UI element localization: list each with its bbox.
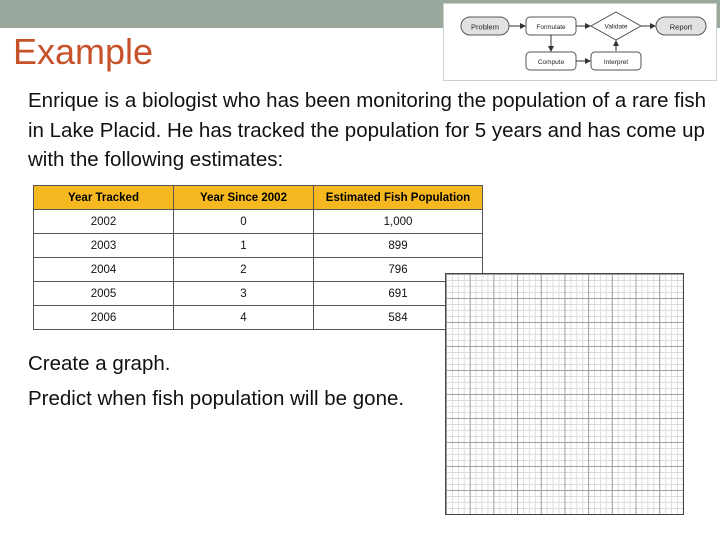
table-row — [34, 234, 483, 258]
node-compute-label: Compute — [537, 59, 565, 66]
node-problem-label: Problem — [471, 22, 499, 32]
cell-population: 584 — [314, 306, 483, 330]
node-interpret-label: Interpret — [603, 59, 629, 66]
cell-years-since: 0 — [174, 210, 314, 234]
node-formulate-label: Formulate — [536, 24, 566, 31]
header-year-since-2002: Year Since 2002 — [174, 186, 314, 210]
cell-population: 691 — [314, 282, 483, 306]
cell-year: 2005 — [34, 282, 174, 306]
cell-years-since: 4 — [174, 306, 314, 330]
table-row — [34, 282, 483, 306]
cell-years-since: 1 — [174, 234, 314, 258]
cell-population: 796 — [314, 258, 483, 282]
table-header-row — [34, 186, 483, 210]
graph-paper-grid — [445, 273, 684, 515]
header-year-tracked: Year Tracked — [34, 186, 174, 210]
header-estimated-population: Estimated Fish Population — [314, 186, 483, 210]
table-row — [34, 210, 483, 234]
table-row — [34, 258, 483, 282]
cell-year: 2006 — [34, 306, 174, 330]
table-row — [34, 306, 483, 330]
cell-years-since: 3 — [174, 282, 314, 306]
cell-year: 2004 — [34, 258, 174, 282]
slide-title: Example — [13, 31, 154, 72]
node-report-label: Report — [669, 22, 693, 32]
cell-population: 1,000 — [314, 210, 483, 234]
problem-paragraph: Enrique is a biologist who has been monitoring the population of a rare fish in Lake Placid. He has tracked the population for 5 years and has come up with the following estimates: — [28, 89, 707, 171]
question-predict: Predict when fish population will be gone. — [28, 387, 405, 410]
cell-population: 899 — [314, 234, 483, 258]
node-validate-label: Validate — [604, 23, 628, 31]
question-create-graph: Create a graph. — [28, 352, 171, 375]
cell-years-since: 2 — [174, 258, 314, 282]
fish-population-table — [33, 185, 483, 330]
modeling-cycle-diagram — [443, 3, 717, 81]
cell-year: 2002 — [34, 210, 174, 234]
cell-year: 2003 — [34, 234, 174, 258]
